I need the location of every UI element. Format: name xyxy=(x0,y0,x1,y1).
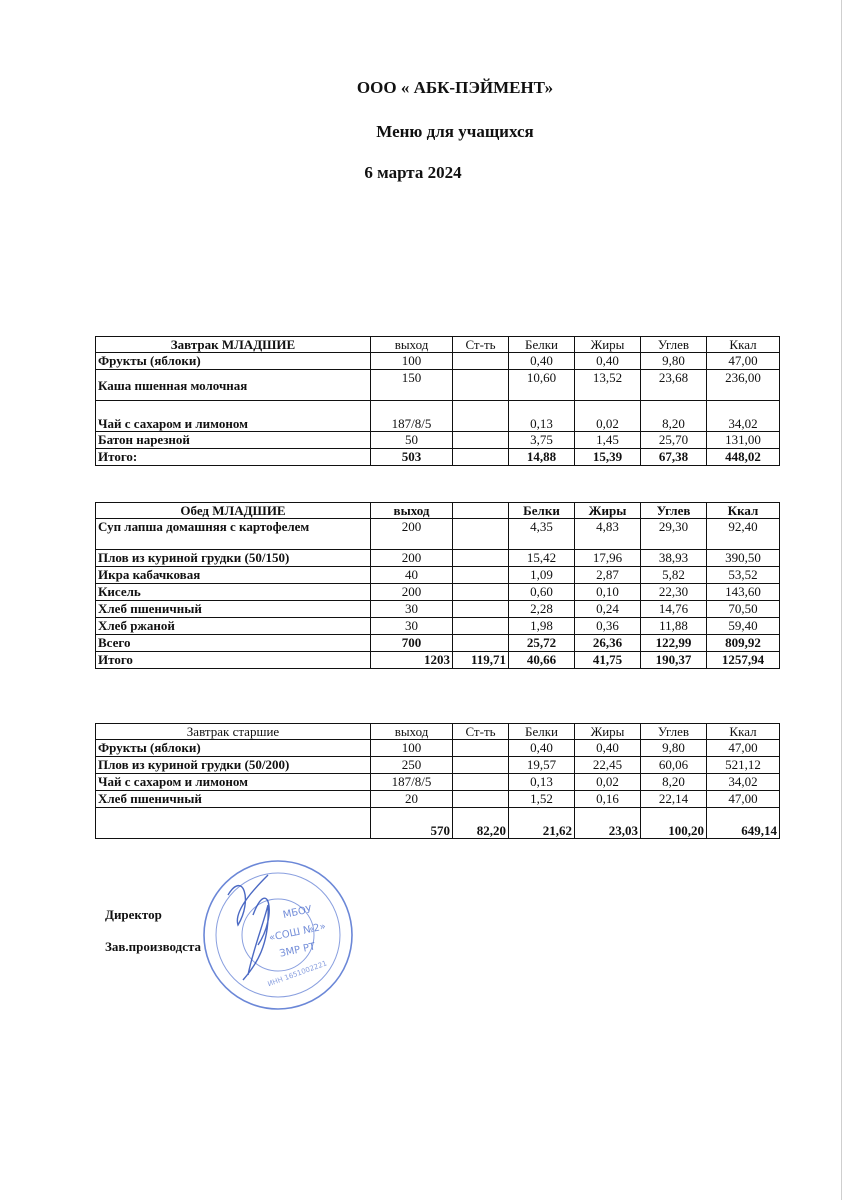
total-kcal: 649,14 xyxy=(707,808,780,839)
column-header: Углев xyxy=(641,503,707,519)
dish-carbs: 9,80 xyxy=(641,353,707,370)
total-carbs: 67,38 xyxy=(641,449,707,466)
column-header: выход xyxy=(371,503,453,519)
column-header: Обед МЛАДШИЕ xyxy=(96,503,371,519)
dish-name: Каша пшенная молочная xyxy=(96,370,371,401)
dish-cost xyxy=(453,370,509,401)
dish-cost xyxy=(453,567,509,584)
total-carbs: 190,37 xyxy=(641,652,707,669)
dish-fat: 0,24 xyxy=(575,601,641,618)
column-header: Завтрак МЛАДШИЕ xyxy=(96,337,371,353)
dish-protein: 15,42 xyxy=(509,550,575,567)
dish-cost xyxy=(453,791,509,808)
dish-output: 50 xyxy=(371,432,453,449)
column-header xyxy=(453,503,509,519)
dish-cost xyxy=(453,401,509,432)
dish-name: Чай с сахаром и лимоном xyxy=(96,774,371,791)
dish-fat: 17,96 xyxy=(575,550,641,567)
total-fat: 23,03 xyxy=(575,808,641,839)
total-row xyxy=(96,449,780,466)
total-cost xyxy=(453,449,509,466)
total-output: 1203 xyxy=(371,652,453,669)
dish-output: 250 xyxy=(371,757,453,774)
dish-protein: 0,13 xyxy=(509,774,575,791)
column-header: Завтрак старшие xyxy=(96,724,371,740)
total-row xyxy=(96,652,780,669)
total-output: 503 xyxy=(371,449,453,466)
column-header: Углев xyxy=(641,724,707,740)
dish-carbs: 60,06 xyxy=(641,757,707,774)
dish-protein: 10,60 xyxy=(509,370,575,401)
dish-name: Кисель xyxy=(96,584,371,601)
table-row xyxy=(96,601,780,618)
subtotal-carbs: 122,99 xyxy=(641,635,707,652)
dish-output: 200 xyxy=(371,584,453,601)
dish-carbs: 25,70 xyxy=(641,432,707,449)
production-manager-label: Зав.производста xyxy=(105,939,202,954)
column-header: Жиры xyxy=(575,337,641,353)
total-kcal: 1257,94 xyxy=(707,652,780,669)
table-row xyxy=(96,618,780,635)
dish-kcal: 34,02 xyxy=(707,774,780,791)
table-row xyxy=(96,584,780,601)
table-row xyxy=(96,550,780,567)
column-header: Ккал xyxy=(707,724,780,740)
dish-protein: 1,52 xyxy=(509,791,575,808)
dish-output: 187/8/5 xyxy=(371,401,453,432)
dish-protein: 4,35 xyxy=(509,519,575,550)
stamp-center-text: МБОУ xyxy=(281,904,314,921)
dish-output: 200 xyxy=(371,519,453,550)
official-stamp xyxy=(198,855,358,1015)
dish-name: Фрукты (яблоки) xyxy=(96,353,371,370)
dish-output: 40 xyxy=(371,567,453,584)
table-row xyxy=(96,791,780,808)
dish-name: Чай с сахаром и лимоном xyxy=(96,401,371,432)
dish-cost xyxy=(453,519,509,550)
dish-fat: 0,40 xyxy=(575,740,641,757)
table-row xyxy=(96,774,780,791)
dish-output: 30 xyxy=(371,618,453,635)
total-kcal: 448,02 xyxy=(707,449,780,466)
subtotal-fat: 26,36 xyxy=(575,635,641,652)
dish-cost xyxy=(453,550,509,567)
subtotal-output: 700 xyxy=(371,635,453,652)
dish-name: Хлеб пшеничный xyxy=(96,601,371,618)
dish-cost xyxy=(453,618,509,635)
dish-fat: 0,36 xyxy=(575,618,641,635)
total-label: Итого xyxy=(96,652,371,669)
menu-date: 6 марта 2024 xyxy=(364,163,462,182)
dish-name: Плов из куриной грудки (50/200) xyxy=(96,757,371,774)
dish-carbs: 14,76 xyxy=(641,601,707,618)
table-row xyxy=(96,353,780,370)
total-carbs: 100,20 xyxy=(641,808,707,839)
dish-output: 100 xyxy=(371,353,453,370)
dish-kcal: 70,50 xyxy=(707,601,780,618)
dish-kcal: 53,52 xyxy=(707,567,780,584)
dish-fat: 0,16 xyxy=(575,791,641,808)
breakfast-senior-table xyxy=(95,723,780,839)
column-header: выход xyxy=(371,337,453,353)
dish-kcal: 143,60 xyxy=(707,584,780,601)
column-header: выход xyxy=(371,724,453,740)
table-header-row xyxy=(96,503,780,519)
dish-name: Фрукты (яблоки) xyxy=(96,740,371,757)
stamp-center-text: ЗМР РТ xyxy=(278,941,317,960)
dish-fat: 22,45 xyxy=(575,757,641,774)
dish-fat: 2,87 xyxy=(575,567,641,584)
dish-protein: 1,09 xyxy=(509,567,575,584)
subtotal-cost xyxy=(453,635,509,652)
table-row xyxy=(96,740,780,757)
total-row xyxy=(96,808,780,839)
dish-name: Хлеб ржаной xyxy=(96,618,371,635)
column-header: Белки xyxy=(509,724,575,740)
table-row xyxy=(96,401,780,432)
dish-cost xyxy=(453,757,509,774)
total-fat: 15,39 xyxy=(575,449,641,466)
column-header: Жиры xyxy=(575,503,641,519)
column-header: Углев xyxy=(641,337,707,353)
dish-protein: 1,98 xyxy=(509,618,575,635)
dish-cost xyxy=(453,601,509,618)
dish-kcal: 236,00 xyxy=(707,370,780,401)
dish-protein: 2,28 xyxy=(509,601,575,618)
page-edge xyxy=(841,0,842,1200)
dish-cost xyxy=(453,353,509,370)
subtotal-row xyxy=(96,635,780,652)
dish-name: Батон нарезной xyxy=(96,432,371,449)
dish-kcal: 47,00 xyxy=(707,740,780,757)
dish-protein: 0,13 xyxy=(509,401,575,432)
subtotal-protein: 25,72 xyxy=(509,635,575,652)
menu-subtitle: Меню для учащихся xyxy=(376,122,534,141)
dish-output: 187/8/5 xyxy=(371,774,453,791)
dish-carbs: 8,20 xyxy=(641,401,707,432)
dish-name: Суп лапша домашняя с картофелем xyxy=(96,519,371,550)
dish-output: 200 xyxy=(371,550,453,567)
table-row xyxy=(96,432,780,449)
lunch-junior-table xyxy=(95,502,780,669)
total-output: 570 xyxy=(371,808,453,839)
column-header: Белки xyxy=(509,503,575,519)
table-row xyxy=(96,370,780,401)
dish-cost xyxy=(453,774,509,791)
dish-kcal: 34,02 xyxy=(707,401,780,432)
dish-output: 100 xyxy=(371,740,453,757)
dish-carbs: 9,80 xyxy=(641,740,707,757)
dish-kcal: 390,50 xyxy=(707,550,780,567)
dish-fat: 13,52 xyxy=(575,370,641,401)
table-header-row xyxy=(96,724,780,740)
column-header: Ст-ть xyxy=(453,724,509,740)
column-header: Ккал xyxy=(707,337,780,353)
stamp-ring-text: ИНН 1651002221 xyxy=(266,959,329,989)
director-label: Директор xyxy=(105,907,162,922)
total-protein: 21,62 xyxy=(509,808,575,839)
table-row xyxy=(96,757,780,774)
total-protein: 40,66 xyxy=(509,652,575,669)
dish-protein: 19,57 xyxy=(509,757,575,774)
dish-protein: 0,40 xyxy=(509,740,575,757)
dish-fat: 4,83 xyxy=(575,519,641,550)
subtotal-kcal: 809,92 xyxy=(707,635,780,652)
dish-cost xyxy=(453,432,509,449)
dish-kcal: 92,40 xyxy=(707,519,780,550)
dish-fat: 0,10 xyxy=(575,584,641,601)
dish-name: Плов из куриной грудки (50/150) xyxy=(96,550,371,567)
dish-carbs: 5,82 xyxy=(641,567,707,584)
dish-kcal: 521,12 xyxy=(707,757,780,774)
total-cost: 82,20 xyxy=(453,808,509,839)
dish-carbs: 11,88 xyxy=(641,618,707,635)
dish-carbs: 22,14 xyxy=(641,791,707,808)
dish-fat: 0,40 xyxy=(575,353,641,370)
dish-fat: 0,02 xyxy=(575,401,641,432)
dish-kcal: 47,00 xyxy=(707,353,780,370)
dish-fat: 1,45 xyxy=(575,432,641,449)
dish-cost xyxy=(453,740,509,757)
total-label: Итого: xyxy=(96,449,371,466)
total-cost: 119,71 xyxy=(453,652,509,669)
dish-output: 20 xyxy=(371,791,453,808)
subtotal-label: Всего xyxy=(96,635,371,652)
dish-output: 30 xyxy=(371,601,453,618)
breakfast-junior-table xyxy=(95,336,780,466)
total-protein: 14,88 xyxy=(509,449,575,466)
dish-protein: 3,75 xyxy=(509,432,575,449)
table-row xyxy=(96,519,780,550)
dish-kcal: 59,40 xyxy=(707,618,780,635)
dish-carbs: 8,20 xyxy=(641,774,707,791)
dish-kcal: 47,00 xyxy=(707,791,780,808)
column-header: Ст-ть xyxy=(453,337,509,353)
dish-kcal: 131,00 xyxy=(707,432,780,449)
dish-name: Икра кабачковая xyxy=(96,567,371,584)
table-row xyxy=(96,567,780,584)
column-header: Жиры xyxy=(575,724,641,740)
total-label xyxy=(96,808,371,839)
total-fat: 41,75 xyxy=(575,652,641,669)
dish-carbs: 23,68 xyxy=(641,370,707,401)
dish-carbs: 22,30 xyxy=(641,584,707,601)
column-header: Ккал xyxy=(707,503,780,519)
dish-name: Хлеб пшеничный xyxy=(96,791,371,808)
dish-protein: 0,40 xyxy=(509,353,575,370)
dish-protein: 0,60 xyxy=(509,584,575,601)
dish-cost xyxy=(453,584,509,601)
stamp-center-text: «СОШ №2» xyxy=(268,921,327,944)
dish-fat: 0,02 xyxy=(575,774,641,791)
dish-output: 150 xyxy=(371,370,453,401)
table-header-row xyxy=(96,337,780,353)
org-title: ООО « АБК-ПЭЙМЕНТ» xyxy=(356,78,554,97)
dish-carbs: 38,93 xyxy=(641,550,707,567)
column-header: Белки xyxy=(509,337,575,353)
dish-carbs: 29,30 xyxy=(641,519,707,550)
